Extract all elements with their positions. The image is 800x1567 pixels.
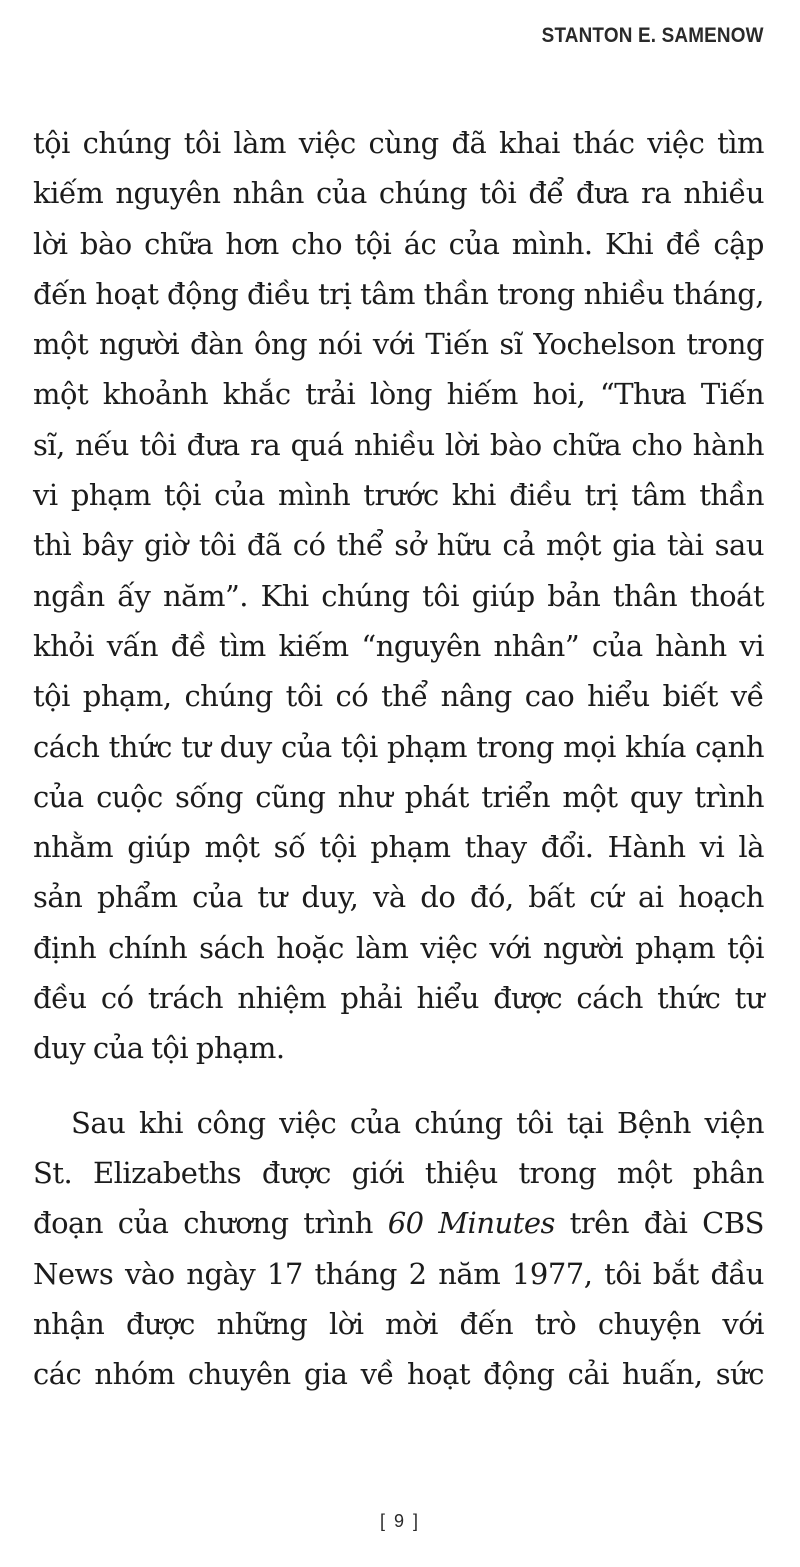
running-head: STANTON E. SAMENOW bbox=[541, 24, 764, 47]
text-line: Sau khi công việc của chúng tôi tại Bệnh viện bbox=[71, 1105, 764, 1140]
paragraph-1 bbox=[33, 118, 764, 1074]
text-line: tội phạm, chúng tôi có thể nâng cao hiểu biết về bbox=[33, 679, 764, 714]
text-line: nhằm giúp một số tội phạm thay đổi. Hành vi là bbox=[33, 830, 764, 865]
text-line: lời bào chữa hơn cho tội ác của mình. Khi đề cập bbox=[33, 226, 764, 261]
text-line: tội chúng tôi làm việc cùng đã khai thác việc tìm bbox=[33, 126, 764, 160]
text-line: cách thức tư duy của tội phạm trong mọi khía cạnh bbox=[33, 729, 764, 764]
text-line: các nhóm chuyên gia về hoạt động cải huấn, sức bbox=[33, 1357, 764, 1392]
program-title-italic: 60 Minutes bbox=[387, 1206, 555, 1241]
text-line: sản phẩm của tư duy, và do đó, bất cứ ai hoạch bbox=[33, 880, 764, 915]
text-line: đều có trách nhiệm phải hiểu được cách thức tư bbox=[33, 981, 764, 1016]
paragraph-2 bbox=[33, 1098, 764, 1400]
text-line: một khoảnh khắc trải lòng hiếm hoi, “Thưa Tiến bbox=[33, 377, 764, 412]
text-line: kiếm nguyên nhân của chúng tôi để đưa ra nhiều bbox=[33, 176, 764, 211]
text-line: ngần ấy năm”. Khi chúng tôi giúp bản thân thoát bbox=[33, 578, 764, 613]
text-line: vi phạm tội của mình trước khi điều trị tâm thần bbox=[33, 478, 764, 513]
text-line: khỏi vấn đề tìm kiếm “nguyên nhân” của hành vi bbox=[33, 628, 764, 663]
text-line: thì bây giờ tôi đã có thể sở hữu cả một gia tài sau bbox=[33, 528, 764, 563]
text-line: News vào ngày 17 tháng 2 năm 1977, tôi bắt đầu bbox=[33, 1256, 764, 1291]
text-segment: trên đài CBS bbox=[569, 1206, 765, 1241]
text-line: của cuộc sống cũng như phát triển một quy trình bbox=[33, 779, 764, 814]
text-line: duy của tội phạm. bbox=[33, 1031, 285, 1066]
text-line: định chính sách hoặc làm việc với người phạm tội bbox=[33, 930, 764, 965]
page-body bbox=[33, 118, 764, 1399]
text-line: St. Elizabeths được giới thiệu trong một phân bbox=[33, 1155, 764, 1190]
paragraph-gap bbox=[33, 1074, 764, 1098]
page-number: [ 9 ] bbox=[379, 1511, 420, 1531]
text-line: nhận được những lời mời đến trò chuyện với bbox=[33, 1306, 764, 1341]
text-line: một người đàn ông nói với Tiến sĩ Yochelson trong bbox=[33, 327, 764, 362]
text-line: sĩ, nếu tôi đưa ra quá nhiều lời bào chữa cho hành bbox=[33, 427, 764, 462]
text-line: đến hoạt động điều trị tâm thần trong nhiều tháng, bbox=[33, 276, 764, 311]
text-line bbox=[33, 1198, 764, 1248]
text-segment: đoạn của chương trình bbox=[33, 1206, 373, 1241]
